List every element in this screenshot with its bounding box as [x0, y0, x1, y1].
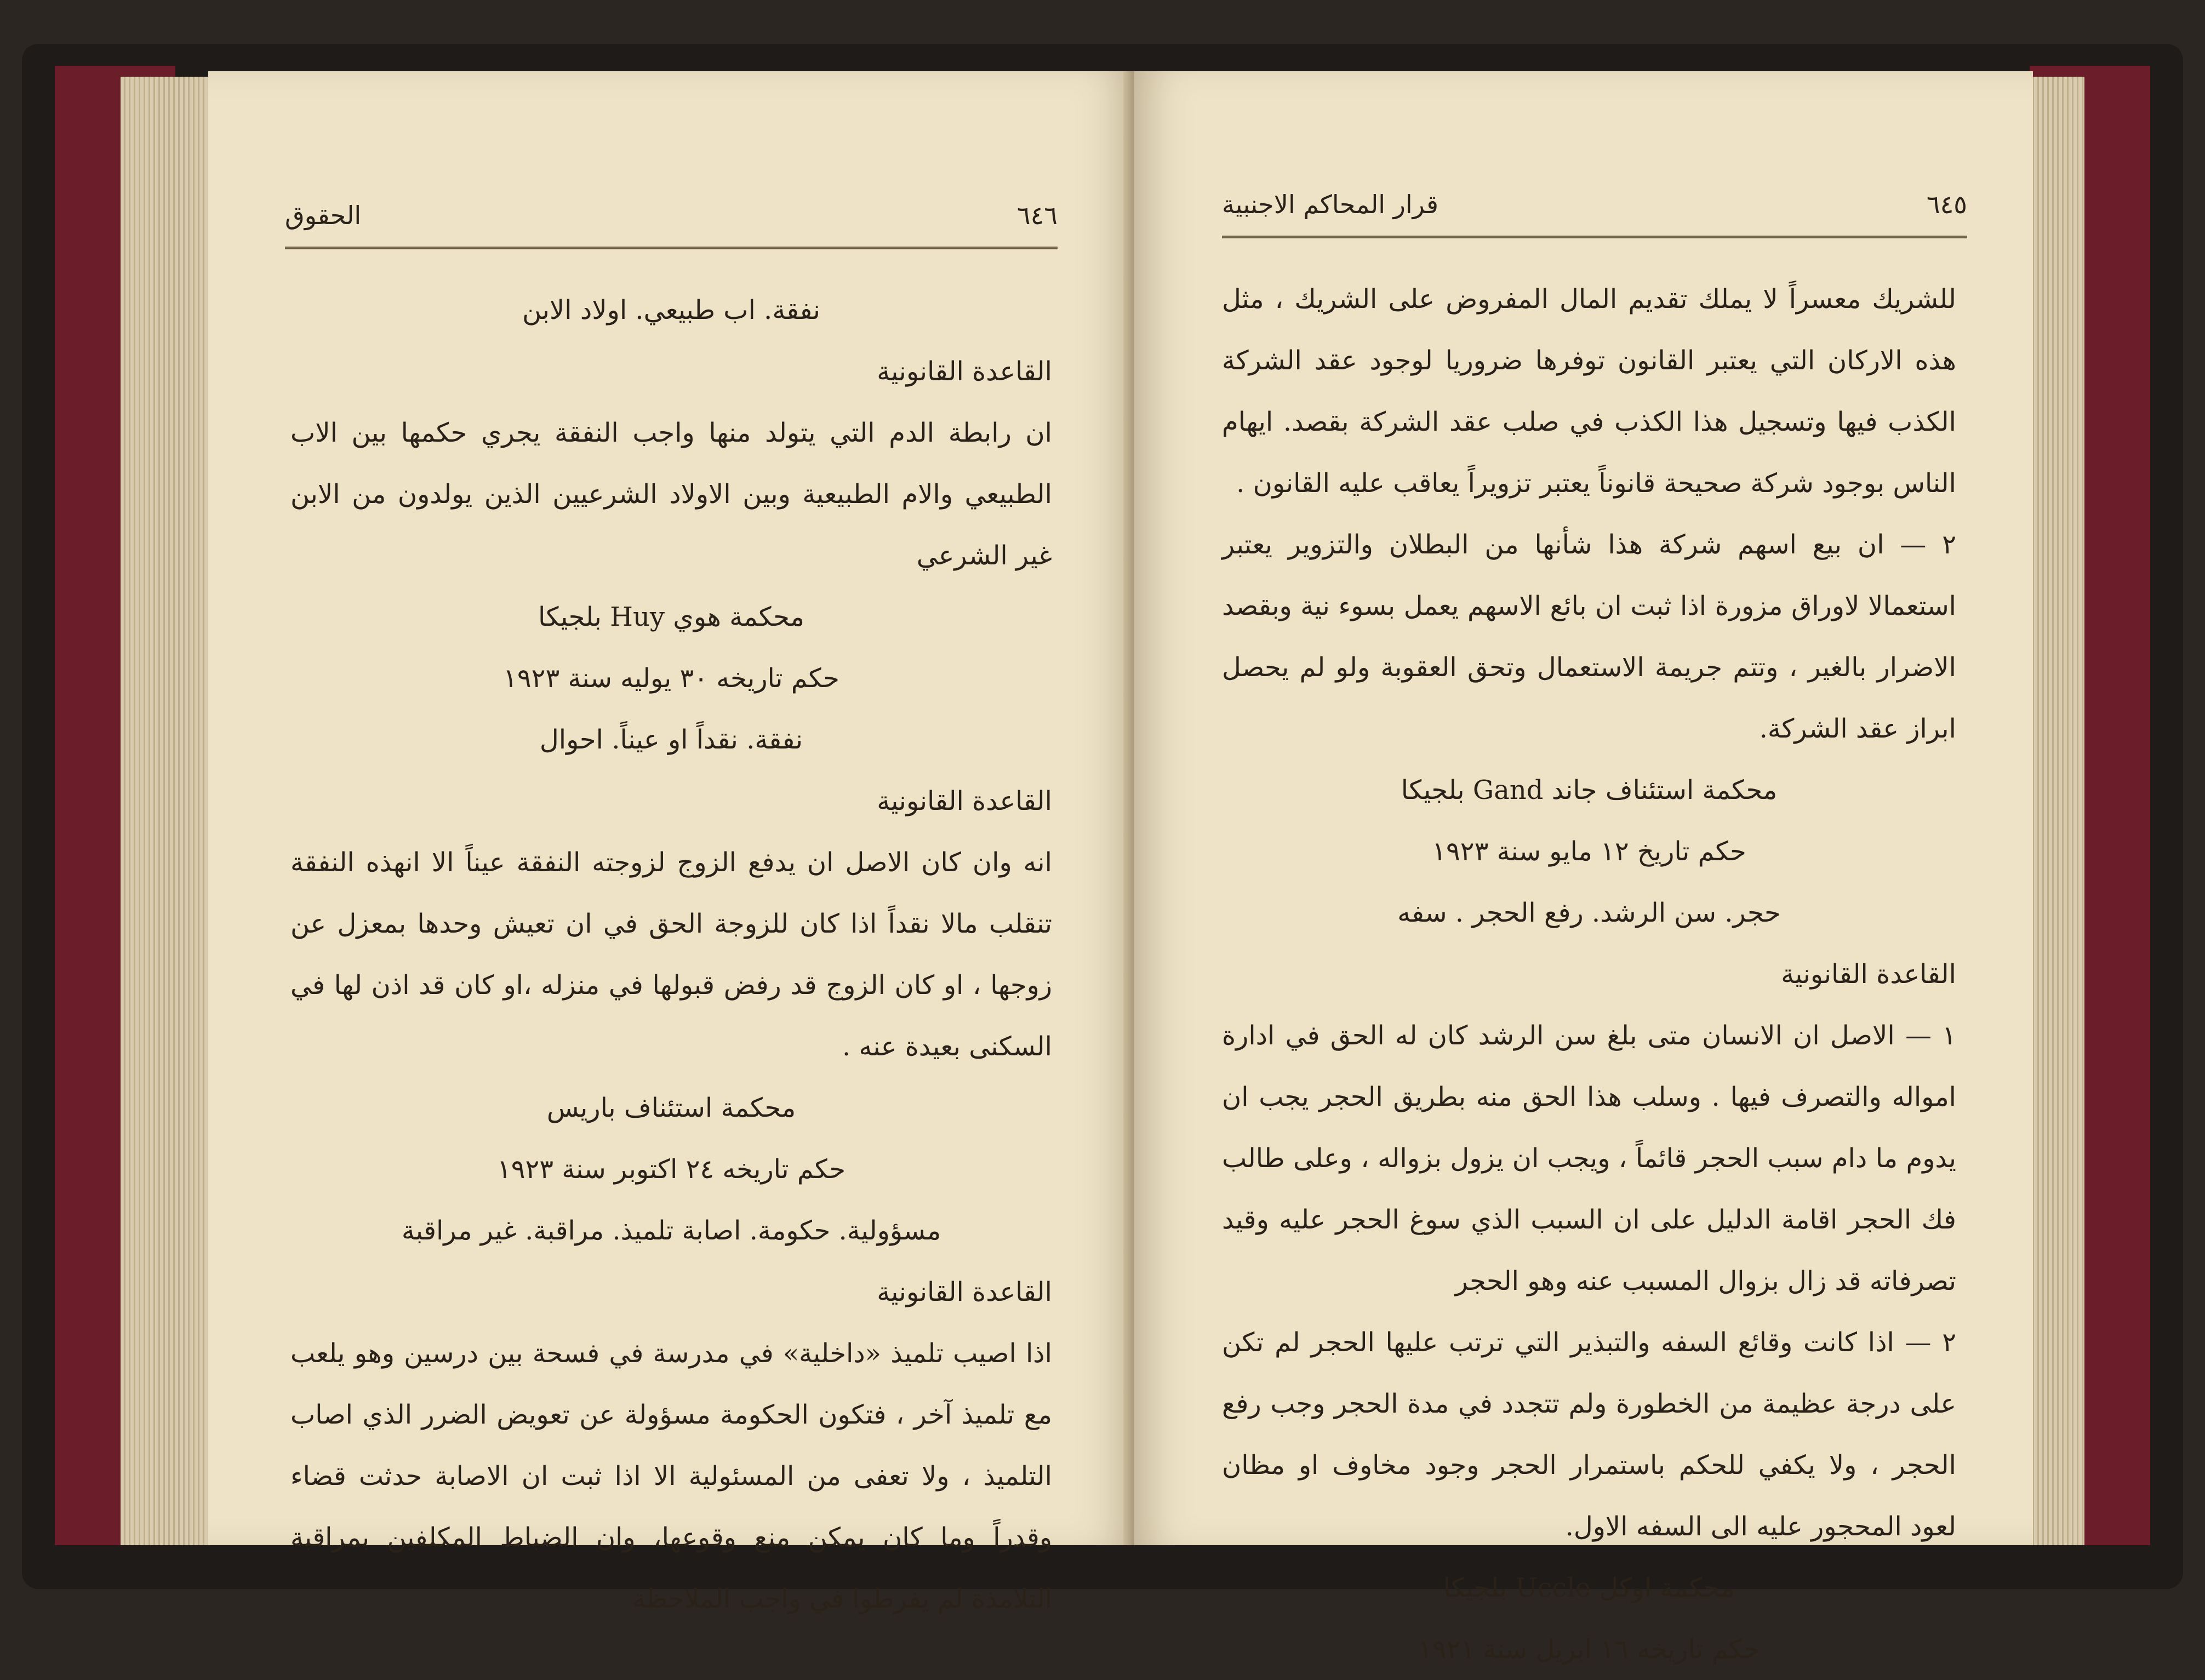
right-page-content — [1222, 268, 1956, 1680]
paragraph: اذا اصيب تلميذ «داخلية» في مدرسة في فسحة بين درسين وهو يلعب مع تلميذ آخر ، فتكون الحكومة مسؤولة عن تعويض الضرر الذي اصاب التلميذ ، ولا تعفى من المسئولية الا اذا ثبت ان الاصابة حدثت قضاء وقدراً وما كان يمكن منع وقوعها، وان الضباط المكلفين بمراقبة التلامذة لم يفرطوا في واجب الملاحظة — [290, 1338, 1053, 1614]
section-heading: حكم تاريخه ٣٠ يوليه سنة ١٩٢٣ — [503, 663, 839, 694]
section-heading: نفقة. نقداً او عيناً. احوال — [539, 724, 803, 755]
section-heading: حكم تاريخه ١٦ ابريل سنة ١٩٢١ — [1418, 1634, 1760, 1665]
paragraph: ان رابطة الدم التي يتولد منها واجب النفقة يجري حكمها بين الاب الطبيعي والام الطبيعية وبين الاولاد الشرعيين الذين يولدون من الابن غير الشرعي — [290, 418, 1052, 571]
right-page — [1134, 71, 2033, 1665]
right-header-rule — [1222, 236, 1967, 238]
paragraph: ٢ — اذا كانت وقائع السفه والتبذير التي ترتب عليها الحجر لم تكن على درجة عظيمة من الخطورة ولم تتجدد في مدة الحجر وجب رفع الحجر ، ولا يكفي للحكم باستمرار الحجر وجود مخاوف او مظان لعود المحجور عليه الى السفه الاول. — [1222, 1327, 1956, 1542]
section-label: القاعدة القانونية — [1781, 959, 1956, 990]
section-heading: محكمة اوكل Uccle بلجيكا — [1443, 1573, 1735, 1603]
section-label: القاعدة القانونية — [877, 786, 1052, 816]
section-label: القاعدة القانونية — [877, 356, 1052, 387]
section-heading: محكمة استئناف جاند Gand بلجيكا — [1401, 775, 1778, 805]
left-page-content — [290, 279, 1052, 1630]
section-heading: حجر. سن الرشد. رفع الحجر . سفه — [1397, 898, 1781, 928]
section-heading: محكمة استئناف باريس — [546, 1093, 796, 1123]
section-heading: حكم تاريخ ١٢ مايو سنة ١٩٢٣ — [1432, 836, 1746, 867]
paragraph: ٢ — ان بيع اسهم شركة هذا شأنها من البطلان والتزوير يعتبر استعمالا لاوراق مزورة اذا ثبت ان بائع الاسهم يعمل بسوء نية وبقصد الاضرار بالغير ، وتتم جريمة الاستعمال وتحق العقوبة ولو لم يحصل ابراز عقد الشركة. — [1222, 529, 1956, 744]
section-heading: حكم تاريخه ٢٤ اكتوبر سنة ١٩٢٣ — [496, 1154, 846, 1185]
paragraph: انه وان كان الاصل ان يدفع الزوج لزوجته النفقة عيناً الا انهذه النفقة تنقلب مالا نقداً اذا كان للزوجة الحق في ان تعيش وحدها بمعزل عن زوجها ، او كان الزوج قد رفض قبولها في منزله ،او كان قد اذن لها في السكنى بعيدة عنه . — [290, 847, 1052, 1062]
right-page-header — [1222, 153, 1967, 219]
section-heading: مسؤولية. حكومة. اصابة تلميذ. مراقبة. غير مراقبة — [401, 1215, 941, 1246]
paragraph: للشريك معسراً لا يملك تقديم المال المفروض على الشريك ، مثل هذه الاركان التي يعتبر القانون توفرها ضروريا لوجود عقد الشركة الكذب فيها وتسجيل هذا الكذب في صلب عقد الشركة بقصد. ايهام الناس بوجود شركة صحيحة قانوناً يعتبر تزويراً يعاقب عليه القانون . — [1222, 284, 1956, 499]
left-page-running-title: الحقوق — [285, 201, 362, 230]
left-page-header — [285, 164, 1058, 230]
right-page-running-title: قرار المحاكم الاجنبية — [1222, 190, 1438, 219]
section-label: القاعدة القانونية — [877, 1277, 1052, 1307]
section-heading: محكمة هوي Huy بلجيكا — [538, 602, 804, 632]
section-heading: نفقة. اب طبيعي. اولاد الابن — [522, 295, 820, 325]
paragraph: ١ — الاصل ان الانسان متى بلغ سن الرشد كان له الحق في ادارة امواله والتصرف فيها . وسلب هذا الحق منه بطريق الحجر يجب ان يدوم ما دام سبب الحجر قائماً ، ويجب ان يزول بزواله ، وعلى طالب فك الحجر اقامة الدليل على ان السبب الذي سوغ الحجر عليه وقيد تصرفاته قد زال بزوال المسبب عنه وهو الحجر — [1222, 1020, 1956, 1296]
left-header-rule — [285, 247, 1058, 249]
right-page-number: ٦٤٥ — [1926, 190, 1967, 219]
left-page-number: ٦٤٦ — [1016, 201, 1058, 230]
left-page — [208, 71, 1134, 1614]
